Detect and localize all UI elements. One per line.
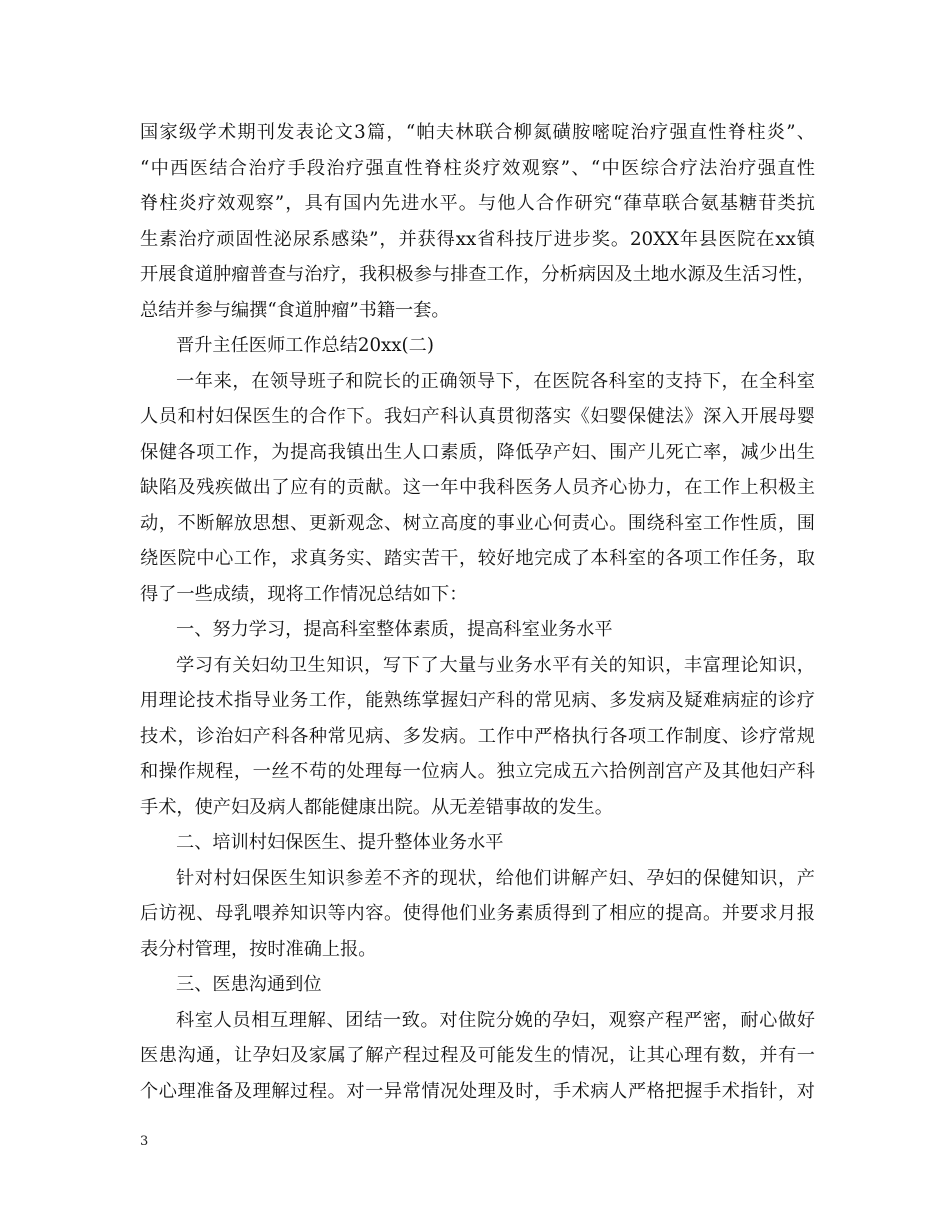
text-line: 科室人员相互理解、团结一致。对住院分娩的孕妇，观察产程严密，耐心做好 xyxy=(176,1009,815,1031)
text-line: 动，不断解放思想、更新观念、树立高度的事业心何责心。围绕科室工作性质，围 xyxy=(140,512,815,534)
text-line: 得了一些成绩，现将工作情况总结如下： xyxy=(140,583,468,605)
text-line: 后访视、母乳喂养知识等内容。使得他们业务素质得到了相应的提高。并要求月报 xyxy=(140,903,815,924)
page-number: 3 xyxy=(140,1134,149,1149)
text-line: 表分村管理，按时准确上报。 xyxy=(140,938,377,960)
text-line: 晋升主任医师工作总结20xx(二) xyxy=(176,335,434,356)
text-line: 个心理准备及理解过程。对一异常情况处理及时，手术病人严格把握手术指针，对 xyxy=(140,1080,815,1102)
text-line: “中西医结合治疗手段治疗强直性脊柱炎疗效观察”、“中医综合疗法治疗强直性 xyxy=(140,157,815,179)
text-line: 生素治疗顽固性泌尿系感染”，并获得xx省科技厅进步奖。20XX年县医院在xx镇 xyxy=(140,228,815,250)
text-line: 医患沟通，让孕妇及家属了解产程过程及可能发生的情况，让其心理有数，并有一 xyxy=(140,1045,815,1066)
document-body xyxy=(140,115,815,1109)
text-line: 总结并参与编撰“食道肿瘤”书籍一套。 xyxy=(140,299,450,321)
text-line: 人员和村妇保医生的合作下。我妇产科认真贯彻落实《妇婴保健法》深入开展母婴 xyxy=(140,406,815,427)
text-line: 针对村妇保医生知识参差不齐的现状，给他们讲解产妇、孕妇的保健知识，产 xyxy=(176,867,815,889)
text-line: 一、努力学习，提高科室整体素质，提高科室业务水平 xyxy=(176,619,613,640)
text-line: 技术，诊治妇产科各种常见病、多发病。工作中严格执行各项工作制度、诊疗常规 xyxy=(140,725,815,747)
text-line: 学习有关妇幼卫生知识，写下了大量与业务水平有关的知识，丰富理论知识， xyxy=(176,654,815,676)
text-line: 开展食道肿瘤普查与治疗，我积极参与排查工作，分析病因及土地水源及生活习性， xyxy=(140,264,815,285)
text-line: 用理论技术指导业务工作，能熟练掌握妇产科的常见病、多发病及疑难病症的诊疗 xyxy=(140,690,815,711)
text-line: 保健各项工作，为提高我镇出生人口素质，降低孕产妇、围产儿死亡率，减少出生 xyxy=(140,441,815,463)
text-line: 一年来，在领导班子和院长的正确领导下，在医院各科室的支持下，在全科室 xyxy=(176,370,815,392)
text-line: 绕医院中心工作，求真务实、踏实苦干，较好地完成了本科室的各项工作任务，取 xyxy=(140,548,815,569)
text-line: 脊柱炎疗效观察”，具有国内先进水平。与他人合作研究“葎草联合氨基糖苷类抗 xyxy=(140,193,815,214)
text-line: 和操作规程，一丝不苟的处理每一位病人。独立完成五六拾例剖宫产及其他妇产科 xyxy=(140,761,815,782)
text-line: 二、培训村妇保医生、提升整体业务水平 xyxy=(176,832,504,853)
text-line: 缺陷及残疾做出了应有的贡献。这一年中我科医务人员齐心协力，在工作上积极主 xyxy=(140,477,815,498)
text-line: 手术，使产妇及病人都能健康出院。从无差错事故的发生。 xyxy=(140,796,613,818)
text-line: 三、医患沟通到位 xyxy=(176,974,322,995)
text-line: 国家级学术期刊发表论文3篇，“帕夫林联合柳氮磺胺嘧啶治疗强直性脊柱炎”、 xyxy=(140,122,815,143)
